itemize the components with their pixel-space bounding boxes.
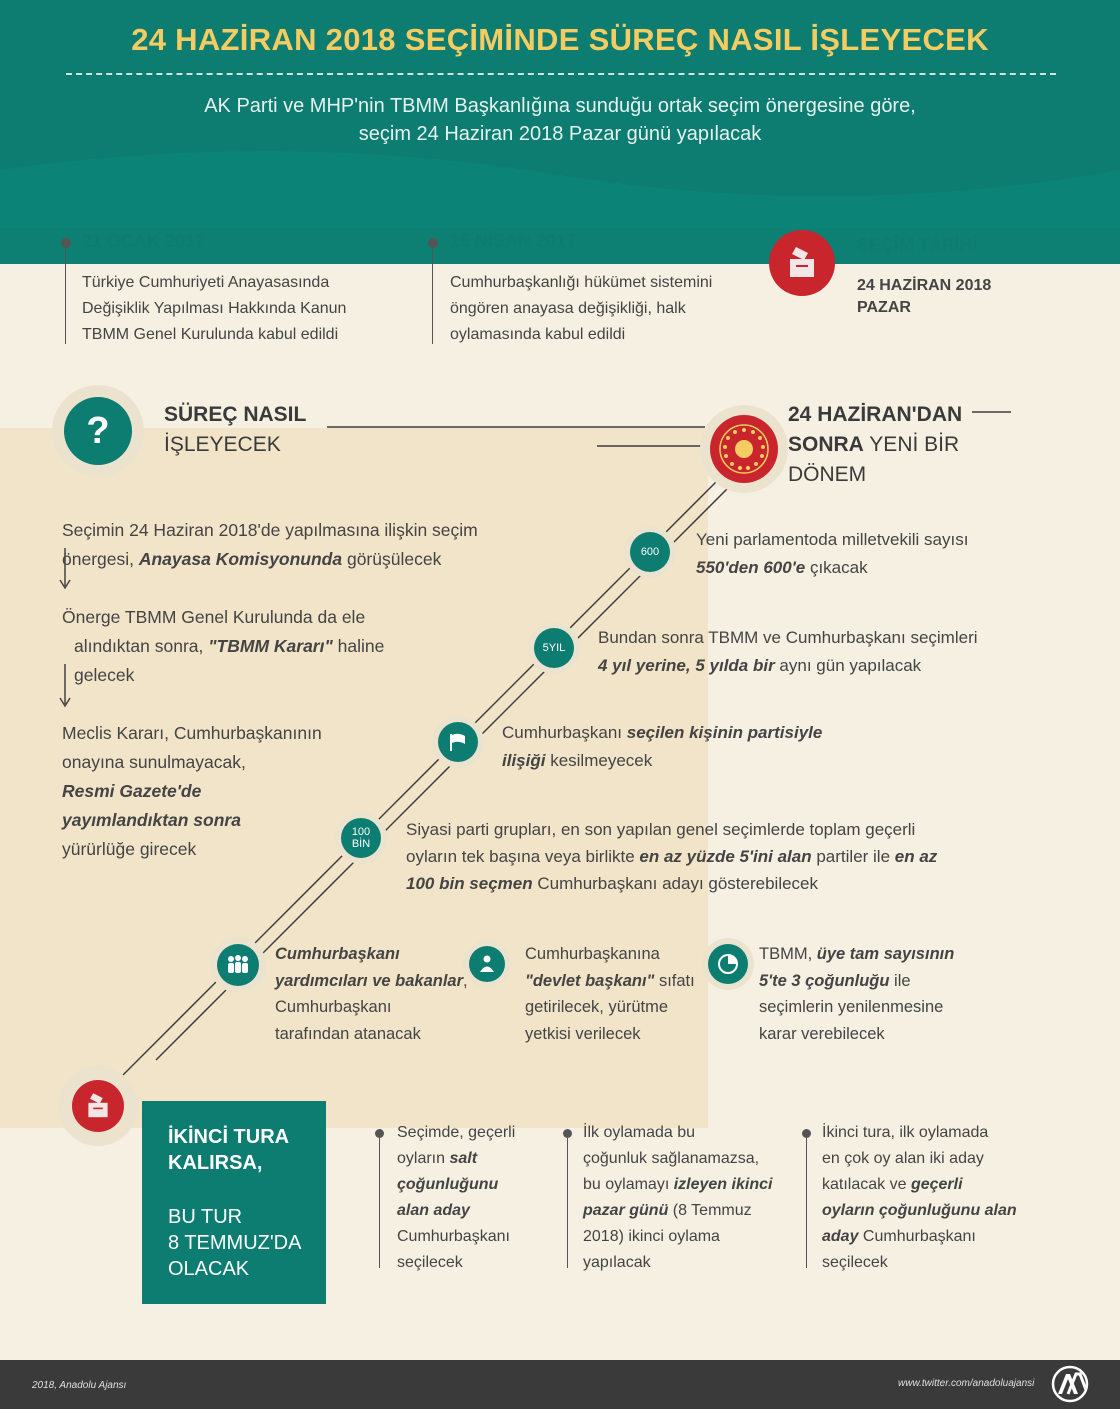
b3-line-2: en çok oy alan iki aday <box>822 1150 984 1167</box>
step-2-tail: haline <box>332 636 385 656</box>
b3-text-b: Cumhurbaşkanı <box>858 1228 976 1245</box>
timeline-dot-2 <box>428 238 438 248</box>
b3-emph-2: aday <box>822 1228 859 1245</box>
step-2-emph: "TBMM Kararı" <box>208 636 333 656</box>
flag-icon <box>438 722 478 762</box>
process-step-3 <box>62 719 322 864</box>
b3-emph-1: geçerli <box>910 1176 963 1193</box>
bullet-line-1 <box>379 1138 380 1268</box>
bullet-line-2 <box>567 1138 568 1268</box>
timeline-line-2 <box>432 248 433 344</box>
item-hos-line-3: getirilecek, yürütme <box>525 998 669 1016</box>
item-flag-emph-2: ilişiği <box>502 751 546 770</box>
step-1-line-1: Seçimin 24 Haziran 2018'de yapılmasına ilişkin seçim <box>62 520 478 540</box>
item-flag-text <box>502 719 822 775</box>
election-date-label: SEÇİM TARİHİ <box>857 235 978 255</box>
timeline-text-2 <box>450 270 712 348</box>
b2-emph-1: izleyen ikinci <box>673 1176 773 1193</box>
item-600-emph: 550'den 600'e <box>696 558 806 577</box>
item-head-of-state-text <box>525 941 695 1047</box>
arrow-down-icon-1 <box>58 548 72 592</box>
timeline-text-2-line-3: oylamasında kabul edildi <box>450 326 626 343</box>
presidential-seal-icon <box>710 415 778 483</box>
item-maj-text-a: TBMM, <box>759 945 817 963</box>
badge-5yil: 5YIL <box>534 628 574 668</box>
item-flag-emph-1: seçilen kişinin partisiyle <box>626 723 823 742</box>
item-600-text <box>696 526 968 582</box>
title-divider <box>66 73 1056 75</box>
item-100bin-line-2 <box>406 843 937 870</box>
timeline-text-1 <box>82 270 346 348</box>
footer-copyright: 2018, Anadolu Ajansı <box>32 1380 127 1391</box>
new-era-title <box>788 400 962 490</box>
process-step-1 <box>62 516 478 574</box>
b3-text-a: katılacak ve <box>822 1176 911 1193</box>
timeline-date-2: 16 NİSAN 2017 <box>450 231 577 251</box>
item-5yil-line-2 <box>598 652 978 680</box>
item-maj-tail: ile <box>889 971 911 990</box>
b1-line-3: çoğunluğunu <box>397 1176 499 1193</box>
ballot-box-icon <box>769 230 835 296</box>
item-5yil-line-1: Bundan sonra TBMM ve Cumhurbaşkanı seçimleri <box>598 628 978 647</box>
pie-chart-icon <box>708 944 748 984</box>
badge-100bin-number: 100 <box>351 826 371 838</box>
item-people-text <box>275 941 468 1047</box>
b1-line-5: Cumhurbaşkanı <box>397 1228 510 1245</box>
item-flag-tail: kesilmeyecek <box>545 751 653 770</box>
process-title-line-1: SÜREÇ NASIL <box>164 403 307 426</box>
item-hos-line-1: Cumhurbaşkanına <box>525 945 660 963</box>
new-era-line-2-rest: YENİ BİR <box>863 433 960 456</box>
timeline-date-1: 21 OCAK 2017 <box>82 231 206 251</box>
badge-100bin <box>341 818 381 858</box>
people-group-icon <box>217 944 259 986</box>
step-2-line-1: Önerge TBMM Genel Kurulunda da ele <box>62 607 366 627</box>
b3-line-3 <box>822 1172 1017 1198</box>
b2-line-6: yapılacak <box>583 1254 651 1271</box>
item-hos-line-2 <box>525 968 695 995</box>
timeline-text-1-line-1: Türkiye Cumhuriyeti Anayasasında <box>82 274 330 291</box>
page-title: 24 HAZİRAN 2018 SEÇİMİNDE SÜREÇ NASIL İŞLEYECEK <box>131 22 989 57</box>
step-1-line-2 <box>62 545 478 574</box>
item-100bin-emph-3: 100 bin seçmen <box>406 874 533 893</box>
step-1-tail: görüşülecek <box>342 549 442 569</box>
page-subtitle <box>0 92 1120 148</box>
item-100bin-emph-2: en az <box>894 847 938 866</box>
process-step-2 <box>62 603 384 690</box>
second-round-sub-line-1: BU TUR <box>168 1206 243 1228</box>
footer-twitter-link[interactable]: www.twitter.com/anadoluajansi <box>898 1378 1035 1389</box>
item-maj-emph-2: 5'te 3 çoğunluğu <box>759 971 890 990</box>
b3-line-1: İkinci tura, ilk oylamada <box>822 1124 989 1141</box>
item-100bin-text-b: oyların tek başına veya birlikte <box>406 847 640 866</box>
second-round-title-line-1: İKİNCİ TURA <box>168 1126 290 1148</box>
timeline-text-2-line-1: Cumhurbaşkanlığı hükümet sistemini <box>450 274 713 291</box>
b1-line-6: seçilecek <box>397 1254 463 1271</box>
b2-emph-2: pazar günü <box>583 1202 669 1219</box>
item-100bin-tail: Cumhurbaşkanı adayı gösterebilecek <box>532 874 819 893</box>
timeline-text-2-line-2: öngören anayasa değişikliği, halk <box>450 300 686 317</box>
second-round-bullet-3 <box>822 1120 1017 1276</box>
b1-emph-1: salt <box>449 1150 478 1167</box>
election-date-line-2: PAZAR <box>857 299 911 316</box>
item-maj-line-2 <box>759 968 954 995</box>
timeline-dot-1 <box>61 238 71 248</box>
aa-logo-icon <box>1048 1364 1092 1404</box>
item-5yil-text <box>598 624 978 680</box>
election-date-line-1: 24 HAZİRAN 2018 <box>857 277 992 294</box>
b3-line-5 <box>822 1224 1017 1250</box>
subtitle-line-1: AK Parti ve MHP'nin TBMM Başkanlığına sunduğu ortak seçim önergesine göre, <box>204 95 916 117</box>
item-flag-text-a: Cumhurbaşkanı <box>502 723 627 742</box>
arrow-down-icon-2 <box>58 664 72 710</box>
step-3-line-2: onayına sunulmayacak, <box>62 752 246 772</box>
b3-line-6: seçilecek <box>822 1254 888 1271</box>
b1-line-4: alan aday <box>397 1202 470 1219</box>
timeline-text-1-line-3: TBMM Genel Kurulunda kabul edildi <box>82 326 339 343</box>
b2-line-5: 2018) ikinci oylama <box>583 1228 720 1245</box>
b2-line-2: çoğunluk sağlanamazsa, <box>583 1150 760 1167</box>
item-100bin-emph-1: en az yüzde 5'ini alan <box>639 847 812 866</box>
item-100bin-text-d: partiler ile <box>811 847 895 866</box>
head-of-state-icon <box>469 946 505 982</box>
b2-line-4 <box>583 1198 772 1224</box>
badge-600: 600 <box>630 532 670 572</box>
step-1-emph: Anayasa Komisyonunda <box>138 549 343 569</box>
new-era-line-2-bold: SONRA <box>788 433 864 456</box>
item-maj-line-3: seçimlerin yenilenmesine <box>759 998 944 1016</box>
item-maj-line-4: karar verebilecek <box>759 1024 885 1043</box>
new-era-line-2 <box>788 430 962 460</box>
bullet-line-3 <box>806 1138 807 1268</box>
badge-100bin-unit: BİN <box>351 838 371 850</box>
step-3-line-4: yayımlandıktan sonra <box>62 810 241 830</box>
item-people-line-2 <box>275 968 468 995</box>
b1-text-a: oyların <box>397 1150 450 1167</box>
second-round-bullet-2 <box>583 1120 772 1276</box>
step-1-text: önergesi, <box>62 549 139 569</box>
step-3-line-1: Meclis Kararı, Cumhurbaşkanının <box>62 723 322 743</box>
item-100bin-line-3 <box>406 870 937 897</box>
item-5yil-emph: 4 yıl yerine, 5 yılda bir <box>598 656 775 675</box>
second-round-title-line-2: KALIRSA, <box>168 1152 263 1174</box>
bullet-dot-1 <box>375 1129 384 1138</box>
item-maj-line-1 <box>759 941 954 968</box>
timeline-text-1-line-2: Değişiklik Yapılması Hakkında Kanun <box>82 300 347 317</box>
item-5yil-tail: aynı gün yapılacak <box>774 656 922 675</box>
b2-text-b: (8 Temmuz <box>668 1202 752 1219</box>
new-era-line-3: DÖNEM <box>788 463 867 486</box>
b2-text-a: bu oylamayı <box>583 1176 674 1193</box>
step-3-line-5: yürürlüğe girecek <box>62 839 197 859</box>
item-600-tail: çıkacak <box>805 558 868 577</box>
ballot-box-icon-2 <box>72 1080 124 1132</box>
b3-line-4: oyların çoğunluğunu alan <box>822 1202 1017 1219</box>
step-2-line-3: gelecek <box>74 665 135 685</box>
step-2-text: alındıktan sonra, <box>74 636 209 656</box>
item-hos-line-4: yetkisi verilecek <box>525 1024 641 1043</box>
process-title <box>164 400 306 460</box>
item-hos-emph: "devlet başkanı" <box>525 971 655 990</box>
process-title-line-2: İŞLEYECEK <box>164 433 281 456</box>
b2-line-3 <box>583 1172 772 1198</box>
new-era-line-1: 24 HAZİRAN'DAN <box>788 403 963 426</box>
item-600-line-1: Yeni parlamentoda milletvekili sayısı <box>696 530 969 549</box>
step-2-line-2 <box>62 632 384 661</box>
item-maj-emph-1: üye tam sayısının <box>816 945 955 963</box>
item-flag-line-1 <box>502 719 822 747</box>
second-round-bullet-1 <box>397 1120 515 1276</box>
item-hos-tail: sıfatı <box>654 971 695 990</box>
item-100bin-text <box>406 816 937 897</box>
second-round-sub-line-3: OLACAK <box>168 1258 250 1280</box>
step-3-line-3: Resmi Gazete'de <box>62 781 202 801</box>
item-people-line-4: tarafından atanacak <box>275 1024 421 1043</box>
subtitle-line-2: seçim 24 Haziran 2018 Pazar günü yapılacak <box>358 123 762 145</box>
b1-line-1: Seçimde, geçerli <box>397 1124 516 1141</box>
item-600-line-2 <box>696 554 968 582</box>
item-people-line-3: Cumhurbaşkanı <box>275 998 392 1016</box>
election-date <box>857 275 991 319</box>
second-round-title <box>168 1124 289 1176</box>
bullet-dot-3 <box>802 1129 811 1138</box>
b2-line-1: İlk oylamada bu <box>583 1124 696 1141</box>
question-mark-icon: ? <box>64 397 132 465</box>
second-round-sub-line-2: 8 TEMMUZ'DA <box>168 1232 302 1254</box>
item-people-emph: yardımcıları ve bakanlar <box>275 971 464 990</box>
b1-line-2 <box>397 1146 515 1172</box>
second-round-sub <box>168 1204 301 1282</box>
timeline-line-1 <box>65 248 66 344</box>
item-majority-text <box>759 941 954 1047</box>
item-100bin-line-1: Siyasi parti grupları, en son yapılan genel seçimlerde toplam geçerli <box>406 820 916 839</box>
bullet-dot-2 <box>563 1129 572 1138</box>
item-flag-line-2 <box>502 747 822 775</box>
item-people-comma: , <box>463 971 468 990</box>
item-people-line-1: Cumhurbaşkanı <box>275 945 400 963</box>
